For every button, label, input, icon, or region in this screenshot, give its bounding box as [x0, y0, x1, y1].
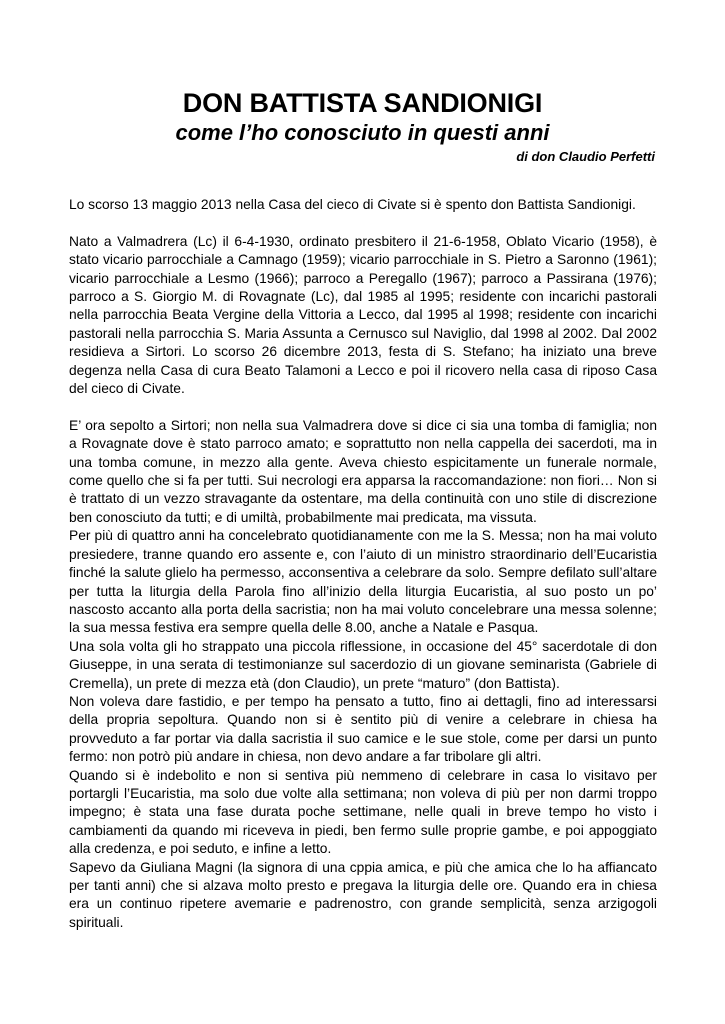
page-subtitle: come l’ho conosciuto in questi anni — [175, 120, 550, 145]
paragraph: Quando si è indebolito e non si sentiva più nemmeno di celebrare in casa lo visitavo per portargli l’Eucaristia, ma solo due volte alla settimana; non voleva di più per non darmi troppo impegno; è stata una fase durata poche settimane, nelle quali in breve tempo ho visto i cambiamenti da quando mi riceveva in piedi, ben fermo sulle proprie gambe, e poi appoggiato alla credenza, e poi seduto, e infine a letto. — [69, 767, 657, 857]
paragraph: E’ ora sepolto a Sirtori; non nella sua Valmadrera dove si dice ci sia una tomba di famiglia; non a Rovagnate dove è stato parroco amato; e soprattutto non nella cappella dei sacerdoti, ma in una tomba comune, in mezzo alla gente. Aveva chiesto espicitamente un funerale normale, come quello che si fa per tutti. Sui necrologi era apparsa la raccomandazione: non fiori… Non si è trattato di un vezzo stravagante da ostentare, ma della continuità con uno stile di discrezione ben conosciuto da tutti; e di umiltà, probabilmente mai predicata, ma vissuta. — [69, 417, 657, 525]
paragraph: Non voleva dare fastidio, e per tempo ha pensato a tutto, fino ai dettagli, fino ad interessarsi della propria sepoltura. Quando non si è sentito più di venire a celebrare in chiesa ha provveduto a far portar via dalla sacristia il suo camice e le sue stole, come per darsi un punto fermo: non potrò più andare in chiesa, non devo andare a far tribolare gli altri. — [69, 693, 657, 765]
article-body — [69, 196, 657, 932]
paragraph: Sapevo da Giuliana Magni (la signora di una cppia amica, e più che amica che lo ha affiancato per tanti anni) che si alzava molto presto e pregava la liturgia delle ore. Quando era in chiesa era un continuo ripetere avemarie e padrenostro, con grande semplicità, senza arzigogoli spirituali. — [69, 859, 657, 930]
author-byline: di don Claudio Perfetti — [516, 149, 655, 164]
page-title: DON BATTISTA SANDIONIGI — [182, 88, 543, 118]
paragraph: Nato a Valmadrera (Lc) il 6-4-1930, ordinato presbitero il 21-6-1958, Oblato Vicario (1958), è stato vicario parrocchiale a Camnago (1959); vicario parrocchiale in S. Pietro a Saronno (1961); vicario parrocchiale a Lesmo (1966); parroco a Peregallo (1967); parroco a Passirana (1976); parroco a S. Giorgio M. di Rovagnate (Lc), dal 1985 al 1995; residente con incarichi pastorali nella parrocchia Beata Vergine della Vittoria a Lecco, dal 1995 al 1998; residente con incarichi pastorali nella parrocchia S. Maria Assunta a Cernusco sul Naviglio, dal 1998 al 2002. Dal 2002 residieva a Sirtori. Lo scorso 26 dicembre 2013, festa di S. Stefano; ha iniziato una breve degenza nella Casa di cura Beato Talamoni a Lecco e poi il ricovero nella casa di riposo Casa del cieco di Civate. — [69, 233, 657, 397]
paragraph: Per più di quattro anni ha concelebrato quotidianamente con me la S. Messa; non ha mai voluto presiedere, tranne quando ero assente e, con l’aiuto di un ministro straordinario dell’Eucaristia finché la salute glielo ha permesso, acconsentiva a celebrare da solo. Sempre defilato sull’altare per tutta la liturgia della Parola fino all’inizio della liturgia Eucaristia, al suo posto un po’ nascosto accanto alla porta della sacristia; non ha mai voluto concelebrare una messa solenne; la sua messa festiva era sempre quella delle 8.00, anche a Natale e Pasqua. — [69, 528, 657, 636]
paragraph: Lo scorso 13 maggio 2013 nella Casa del cieco di Civate si è spento don Battista Sandionigi. — [69, 197, 636, 212]
paragraph: Una sola volta gli ho strappato una piccola riflessione, in occasione del 45° sacerdotale di don Giuseppe, in una serata di testimonianze sul sacerdozio di un giovane seminarista (Gabriele di Cremella), un prete di mezza età (don Claudio), un prete “maturo” (don Battista). — [69, 638, 657, 691]
